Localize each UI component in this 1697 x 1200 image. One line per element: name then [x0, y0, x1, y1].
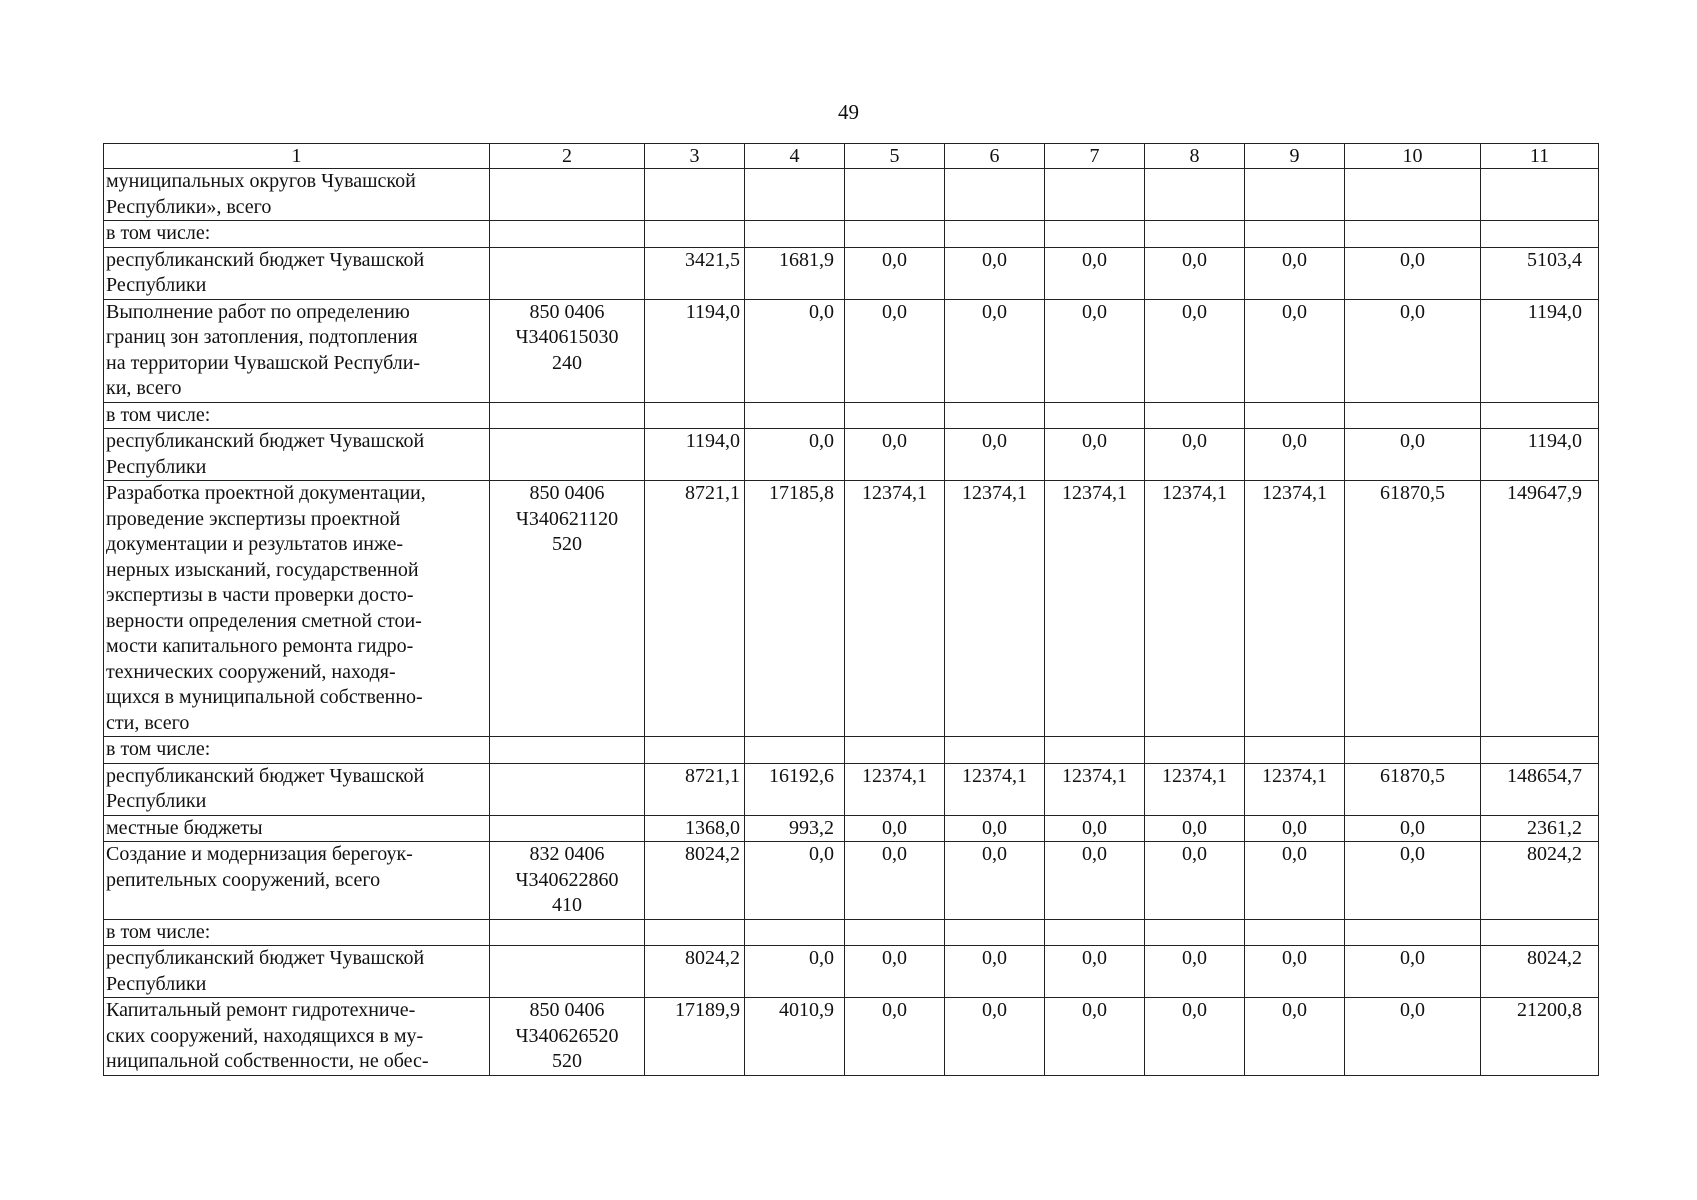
description-line: Республики [106, 274, 207, 296]
value-cell-col-11: 148654,7 [1481, 763, 1599, 815]
description-line: ки, всего [106, 377, 182, 399]
value-cell-col-5: 12374,1 [845, 481, 945, 737]
budget-code [490, 169, 645, 221]
value-cell-col-11: 8024,2 [1481, 946, 1599, 998]
value-cell-col-5: 0,0 [845, 247, 945, 299]
value-cell-col-6: 0,0 [945, 815, 1045, 842]
row-description [104, 429, 490, 481]
value-cell-col-4: 0,0 [745, 946, 845, 998]
value-cell-col-7: 12374,1 [1045, 481, 1145, 737]
value-cell-col-8 [1145, 221, 1245, 248]
table-row [104, 737, 1599, 764]
budget-code [490, 737, 645, 764]
budget-code-line: 240 [552, 351, 582, 374]
row-description [104, 998, 490, 1076]
row-description [104, 247, 490, 299]
budget-code [490, 998, 645, 1076]
value-cell-col-8 [1145, 919, 1245, 946]
budget-code [490, 247, 645, 299]
value-cell-col-10: 0,0 [1345, 842, 1481, 920]
budget-code [490, 946, 645, 998]
value-cell-col-3 [645, 169, 745, 221]
header-row [104, 144, 1599, 169]
value-cell-col-10: 0,0 [1345, 946, 1481, 998]
value-cell-col-5 [845, 402, 945, 429]
value-cell-col-8: 12374,1 [1145, 481, 1245, 737]
budget-code-line: 410 [552, 894, 582, 916]
value-cell-col-5 [845, 737, 945, 764]
row-description [104, 221, 490, 248]
value-cell-col-10 [1345, 402, 1481, 429]
budget-code-line: 850 0406 [529, 999, 605, 1021]
value-cell-col-10: 0,0 [1345, 815, 1481, 842]
value-cell-col-3 [645, 737, 745, 764]
value-cell-col-10: 0,0 [1345, 299, 1481, 402]
value-cell-col-6: 0,0 [945, 998, 1045, 1076]
value-cell-col-3: 1194,0 [645, 429, 745, 481]
description-line: в том числе: [106, 920, 211, 943]
value-cell-col-3: 1194,0 [645, 299, 745, 402]
value-cell-col-10 [1345, 221, 1481, 248]
description-line: репительных сооружений, всего [106, 868, 381, 891]
budget-code-line: Ч340626520 [515, 1024, 619, 1047]
row-description [104, 402, 490, 429]
value-cell-col-4: 0,0 [745, 299, 845, 402]
budget-code [490, 842, 645, 920]
value-cell-col-3: 1368,0 [645, 815, 745, 842]
description-line: в том числе: [106, 738, 211, 760]
value-cell-col-8: 0,0 [1145, 998, 1245, 1076]
value-cell-col-6: 0,0 [945, 299, 1045, 402]
value-cell-col-4: 1681,9 [745, 247, 845, 299]
column-header: 10 [1345, 144, 1481, 169]
value-cell-col-11: 5103,4 [1481, 247, 1599, 299]
value-cell-col-11: 21200,8 [1481, 998, 1599, 1076]
budget-code [490, 299, 645, 402]
value-cell-col-9 [1245, 221, 1345, 248]
row-description [104, 481, 490, 737]
description-line: верности определения сметной стои- [106, 609, 422, 632]
description-line: проведение экспертизы проектной [106, 507, 401, 530]
value-cell-col-3: 17189,9 [645, 998, 745, 1076]
table-row [104, 815, 1599, 842]
table-row [104, 842, 1599, 920]
value-cell-col-4: 4010,9 [745, 998, 845, 1076]
value-cell-col-6: 0,0 [945, 429, 1045, 481]
table-row [104, 402, 1599, 429]
description-line: экспертизы в части проверки досто- [106, 584, 414, 606]
description-line: Капитальный ремонт гидротехниче- [106, 999, 416, 1021]
column-header: 9 [1245, 144, 1345, 169]
description-line: Республики [106, 790, 207, 812]
value-cell-col-10: 61870,5 [1345, 763, 1481, 815]
value-cell-col-7: 0,0 [1045, 429, 1145, 481]
value-cell-col-5: 0,0 [845, 299, 945, 402]
budget-code-line: 850 0406 [529, 482, 605, 504]
value-cell-col-6: 0,0 [945, 946, 1045, 998]
value-cell-col-9 [1245, 919, 1345, 946]
value-cell-col-4 [745, 737, 845, 764]
value-cell-col-4: 0,0 [745, 429, 845, 481]
value-cell-col-8 [1145, 169, 1245, 221]
value-cell-col-5: 0,0 [845, 842, 945, 920]
value-cell-col-9: 0,0 [1245, 998, 1345, 1076]
value-cell-col-10: 0,0 [1345, 998, 1481, 1076]
value-cell-col-8: 0,0 [1145, 429, 1245, 481]
row-description [104, 815, 490, 842]
value-cell-col-4: 0,0 [745, 842, 845, 920]
budget-code [490, 221, 645, 248]
value-cell-col-5 [845, 169, 945, 221]
column-header: 11 [1481, 144, 1599, 169]
value-cell-col-3: 8024,2 [645, 946, 745, 998]
description-line: границ зон затопления, подтопления [106, 326, 418, 348]
value-cell-col-8: 0,0 [1145, 299, 1245, 402]
value-cell-col-7 [1045, 169, 1145, 221]
value-cell-col-9 [1245, 402, 1345, 429]
value-cell-col-7 [1045, 402, 1145, 429]
description-line: Республики [106, 455, 207, 478]
value-cell-col-4 [745, 402, 845, 429]
table-body [104, 169, 1599, 1076]
value-cell-col-3 [645, 402, 745, 429]
value-cell-col-8: 0,0 [1145, 815, 1245, 842]
description-line: на территории Чувашской Республи- [106, 351, 421, 374]
row-description [104, 737, 490, 764]
value-cell-col-3: 8721,1 [645, 763, 745, 815]
row-description [104, 299, 490, 402]
value-cell-col-5: 0,0 [845, 998, 945, 1076]
value-cell-col-9: 12374,1 [1245, 763, 1345, 815]
column-header: 5 [845, 144, 945, 169]
column-header: 8 [1145, 144, 1245, 169]
table-row [104, 763, 1599, 815]
row-description [104, 946, 490, 998]
table-row [104, 919, 1599, 946]
description-line: щихся в муниципальной собственно- [106, 686, 423, 708]
value-cell-col-6 [945, 169, 1045, 221]
column-header: 3 [645, 144, 745, 169]
value-cell-col-7: 0,0 [1045, 842, 1145, 920]
value-cell-col-9: 0,0 [1245, 842, 1345, 920]
description-line: муниципальных округов Чувашской [106, 170, 416, 192]
value-cell-col-5: 0,0 [845, 946, 945, 998]
value-cell-col-6 [945, 919, 1045, 946]
value-cell-col-8: 0,0 [1145, 946, 1245, 998]
value-cell-col-5 [845, 919, 945, 946]
value-cell-col-7 [1045, 221, 1145, 248]
table-row [104, 998, 1599, 1076]
value-cell-col-11 [1481, 402, 1599, 429]
value-cell-col-11: 2361,2 [1481, 815, 1599, 842]
value-cell-col-6 [945, 737, 1045, 764]
value-cell-col-7: 0,0 [1045, 299, 1145, 402]
value-cell-col-3 [645, 919, 745, 946]
value-cell-col-10 [1345, 919, 1481, 946]
budget-code [490, 429, 645, 481]
value-cell-col-4 [745, 919, 845, 946]
value-cell-col-5: 0,0 [845, 429, 945, 481]
description-line: Выполнение работ по определению [106, 300, 410, 323]
value-cell-col-4: 16192,6 [745, 763, 845, 815]
budget-code-line: 520 [552, 533, 582, 555]
value-cell-col-9: 0,0 [1245, 247, 1345, 299]
value-cell-col-11 [1481, 221, 1599, 248]
value-cell-col-5: 0,0 [845, 815, 945, 842]
table-row [104, 247, 1599, 299]
column-header: 6 [945, 144, 1045, 169]
description-line: Республики [106, 972, 207, 995]
value-cell-col-3: 8721,1 [645, 481, 745, 737]
description-line: республиканский бюджет Чувашской [106, 947, 425, 969]
description-line: мости капитального ремонта гидро- [106, 635, 414, 657]
budget-code [490, 481, 645, 737]
budget-code [490, 763, 645, 815]
column-header: 4 [745, 144, 845, 169]
description-line: местные бюджеты [106, 816, 263, 839]
value-cell-col-7: 0,0 [1045, 946, 1145, 998]
value-cell-col-9: 0,0 [1245, 946, 1345, 998]
value-cell-col-4: 993,2 [745, 815, 845, 842]
description-line: в том числе: [106, 222, 211, 244]
value-cell-col-9: 12374,1 [1245, 481, 1345, 737]
description-line: ских сооружений, находящихся в му- [106, 1024, 424, 1047]
value-cell-col-7: 12374,1 [1045, 763, 1145, 815]
description-line: республиканский бюджет Чувашской [106, 430, 425, 452]
value-cell-col-10 [1345, 169, 1481, 221]
value-cell-col-9 [1245, 737, 1345, 764]
table-row [104, 221, 1599, 248]
budget-code-line: 520 [552, 1050, 582, 1072]
value-cell-col-8 [1145, 402, 1245, 429]
column-header: 1 [104, 144, 490, 169]
value-cell-col-6: 12374,1 [945, 481, 1045, 737]
row-description [104, 169, 490, 221]
budget-table [103, 143, 1599, 1076]
value-cell-col-11 [1481, 737, 1599, 764]
column-header: 7 [1045, 144, 1145, 169]
value-cell-col-3 [645, 221, 745, 248]
value-cell-col-6: 0,0 [945, 247, 1045, 299]
value-cell-col-4 [745, 169, 845, 221]
value-cell-col-11: 1194,0 [1481, 429, 1599, 481]
value-cell-col-4: 17185,8 [745, 481, 845, 737]
value-cell-col-8: 0,0 [1145, 842, 1245, 920]
budget-code-line: Ч340622860 [515, 868, 619, 891]
table-row [104, 946, 1599, 998]
value-cell-col-7 [1045, 919, 1145, 946]
table-row [104, 429, 1599, 481]
value-cell-col-11 [1481, 169, 1599, 221]
value-cell-col-7: 0,0 [1045, 247, 1145, 299]
row-description [104, 919, 490, 946]
value-cell-col-4 [745, 221, 845, 248]
row-description [104, 763, 490, 815]
value-cell-col-9: 0,0 [1245, 299, 1345, 402]
description-line: нерных изысканий, государственной [106, 558, 419, 581]
value-cell-col-9: 0,0 [1245, 815, 1345, 842]
description-line: Создание и модернизация берегоук- [106, 843, 413, 865]
value-cell-col-5: 12374,1 [845, 763, 945, 815]
description-line: сти, всего [106, 711, 190, 734]
value-cell-col-10 [1345, 737, 1481, 764]
value-cell-col-10: 61870,5 [1345, 481, 1481, 737]
budget-code [490, 815, 645, 842]
value-cell-col-6: 0,0 [945, 842, 1045, 920]
table-row [104, 169, 1599, 221]
value-cell-col-7: 0,0 [1045, 815, 1145, 842]
value-cell-col-11: 149647,9 [1481, 481, 1599, 737]
value-cell-col-8: 12374,1 [1145, 763, 1245, 815]
budget-code [490, 402, 645, 429]
value-cell-col-6 [945, 402, 1045, 429]
value-cell-col-6 [945, 221, 1045, 248]
description-line: Республики», всего [106, 195, 272, 218]
description-line: технических сооружений, находя- [106, 660, 396, 683]
table-row [104, 299, 1599, 402]
value-cell-col-5 [845, 221, 945, 248]
value-cell-col-10: 0,0 [1345, 247, 1481, 299]
description-line: республиканский бюджет Чувашской [106, 764, 425, 787]
budget-code [490, 919, 645, 946]
value-cell-col-7 [1045, 737, 1145, 764]
table-row [104, 481, 1599, 737]
budget-code-line: 832 0406 [529, 843, 605, 865]
page-number: 49 [838, 100, 859, 124]
value-cell-col-8 [1145, 737, 1245, 764]
column-header: 2 [490, 144, 645, 169]
description-line: в том числе: [106, 403, 211, 426]
value-cell-col-11: 1194,0 [1481, 299, 1599, 402]
budget-code-line: Ч340621120 [515, 507, 619, 530]
description-line: республиканский бюджет Чувашской [106, 248, 425, 271]
value-cell-col-3: 8024,2 [645, 842, 745, 920]
value-cell-col-8: 0,0 [1145, 247, 1245, 299]
description-line: ниципальной собственности, не обес- [106, 1050, 429, 1072]
value-cell-col-11: 8024,2 [1481, 842, 1599, 920]
value-cell-col-9: 0,0 [1245, 429, 1345, 481]
budget-code-line: Ч340615030 [515, 326, 619, 348]
value-cell-col-9 [1245, 169, 1345, 221]
value-cell-col-3: 3421,5 [645, 247, 745, 299]
row-description [104, 842, 490, 920]
value-cell-col-10: 0,0 [1345, 429, 1481, 481]
description-line: документации и результатов инже- [106, 533, 404, 555]
budget-code-line: 850 0406 [529, 300, 605, 323]
description-line: Разработка проектной документации, [106, 482, 426, 504]
value-cell-col-11 [1481, 919, 1599, 946]
value-cell-col-6: 12374,1 [945, 763, 1045, 815]
value-cell-col-7: 0,0 [1045, 998, 1145, 1076]
